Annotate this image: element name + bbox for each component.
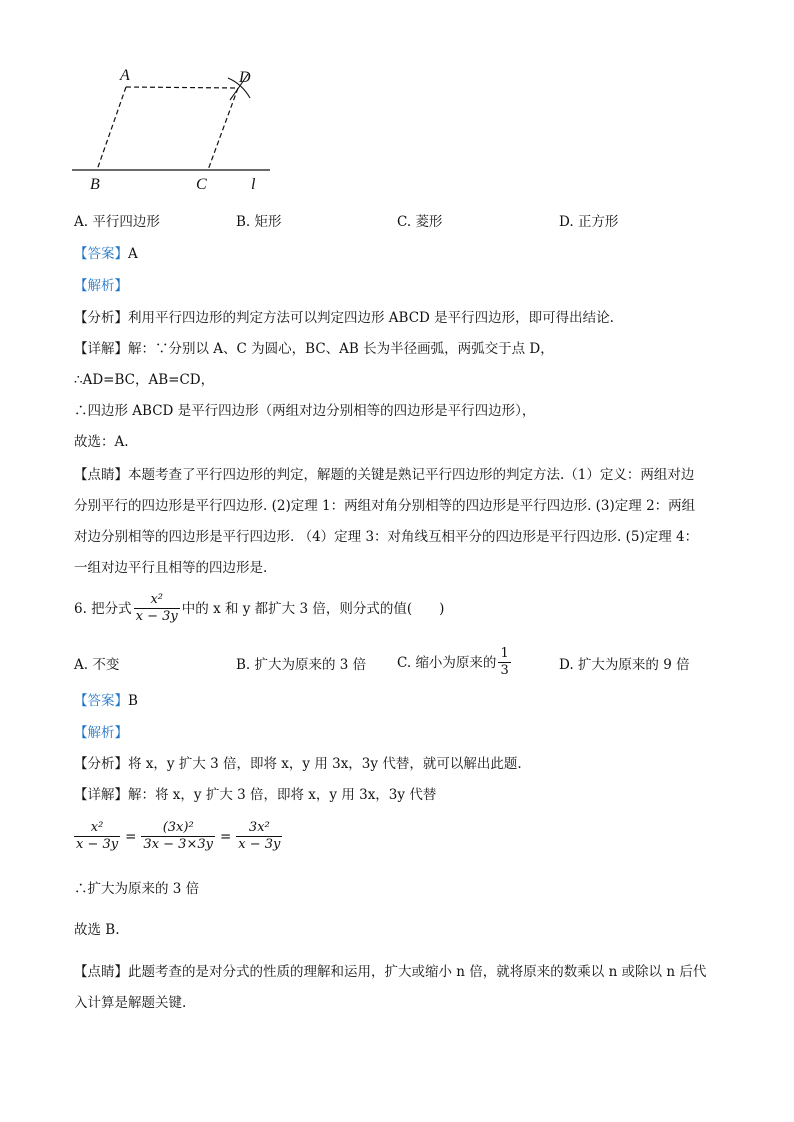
q6-option-d: D. 扩大为原来的 9 倍	[559, 657, 690, 673]
q6-analysis-heading: 【解析】	[74, 725, 128, 741]
q6-option-c: C. 缩小为原来的 $\frac{1}{3}$	[397, 646, 509, 678]
eq-fraction-1: $\frac{\text{x²}}{x - 3y}$	[76, 820, 119, 852]
q5-option-c: C. 菱形	[397, 214, 443, 230]
q5-xiangjie-1: 【详解】解：∵分别以 A、C 为圆心，BC、AB 长为半径画弧，两弧交于点 D，	[74, 341, 554, 357]
q6-equation: $\frac{\text{x²}}{x - 3y}$ = $\frac{\text{(3x)²}}{3x - 3\times 3y}$ = $\frac{\text{3x²}}{x - 3y}$	[76, 820, 281, 852]
segment-ab	[97, 87, 126, 170]
label-c: C	[196, 176, 207, 193]
eq-fraction-3: $\frac{\text{3x²}}{x - 3y}$	[238, 820, 281, 852]
q6-xiangjie: 【详解】解：将 x，y 扩大 3 倍，即将 x，y 用 3x，3y 代替	[74, 787, 437, 803]
q5-dianjing-4: 一组对边平行且相等的四边形是.	[74, 560, 268, 576]
q5-option-b: B. 矩形	[236, 214, 282, 230]
q6-dianjing-2: 入计算是解题关键.	[74, 995, 187, 1011]
label-a: A	[120, 67, 130, 84]
q5-xiangjie-4: 故选：A.	[74, 434, 129, 450]
parallelogram-figure	[60, 60, 290, 200]
eq-fraction-2: $\frac{\text{(3x)²}}{3x - 3\times 3y}$	[143, 820, 213, 852]
q6-dianjing-1: 【点睛】此题考查的是对分式的性质的理解和运用，扩大或缩小 n 倍，就将原来的数乘以 n 或除以 n 后代	[74, 964, 707, 980]
label-d: D	[239, 69, 251, 86]
q6-answer: 【答案】B	[74, 693, 138, 709]
q6-option-b: B. 扩大为原来的 3 倍	[236, 657, 367, 673]
q6-fraction: $\frac{\text{x²}}{x - 3y}$	[135, 592, 178, 624]
q5-dianjing-1: 【点睛】本题考查了平行四边形的判定，解题的关键是熟记平行四边形的判定方法.（1）定义：两组对边	[74, 467, 695, 483]
q5-fenxi: 【分析】利用平行四边形的判定方法可以判定四边形 ABCD 是平行四边形，即可得出结论.	[74, 310, 614, 326]
q6-stem: 6. 把分式 $\frac{\text{x²}}{x - 3y}$ 中的 x 和 y 都扩大 3 倍，则分式的值( )	[74, 592, 445, 624]
q5-analysis-heading: 【解析】	[74, 278, 128, 294]
q6-fenxi: 【分析】将 x，y 扩大 3 倍，即将 x，y 用 3x，3y 代替，就可以解出此题.	[74, 756, 522, 772]
segment-cd	[208, 88, 238, 170]
q5-option-d: D. 正方形	[559, 214, 619, 230]
label-l: l	[251, 176, 256, 193]
q6-option-c-fraction: $\frac{1}{3}$	[500, 646, 509, 678]
segment-ad	[126, 87, 238, 88]
q5-dianjing-3: 对边分别相等的四边形是平行四边形. （4）定理 3：对角线互相平分的四边形是平行四边形. (5)定理 4：	[74, 529, 699, 545]
q5-answer: 【答案】A	[74, 246, 138, 262]
q5-xiangjie-3: ∴四边形 ABCD 是平行四边形（两组对边分别相等的四边形是平行四边形），	[74, 403, 536, 419]
q5-option-a: A. 平行四边形	[74, 214, 160, 230]
q6-conclusion: ∴扩大为原来的 3 倍	[74, 881, 200, 897]
label-b: B	[90, 176, 100, 193]
q6-choose: 故选 B.	[74, 922, 120, 938]
q5-dianjing-2: 分别平行的四边形是平行四边形. (2)定理 1：两组对角分别相等的四边形是平行四边形. (3)定理 2：两组	[74, 498, 696, 514]
q6-option-a: A. 不变	[74, 657, 120, 673]
q5-xiangjie-2: ∴AD=BC，AB=CD，	[74, 372, 215, 388]
